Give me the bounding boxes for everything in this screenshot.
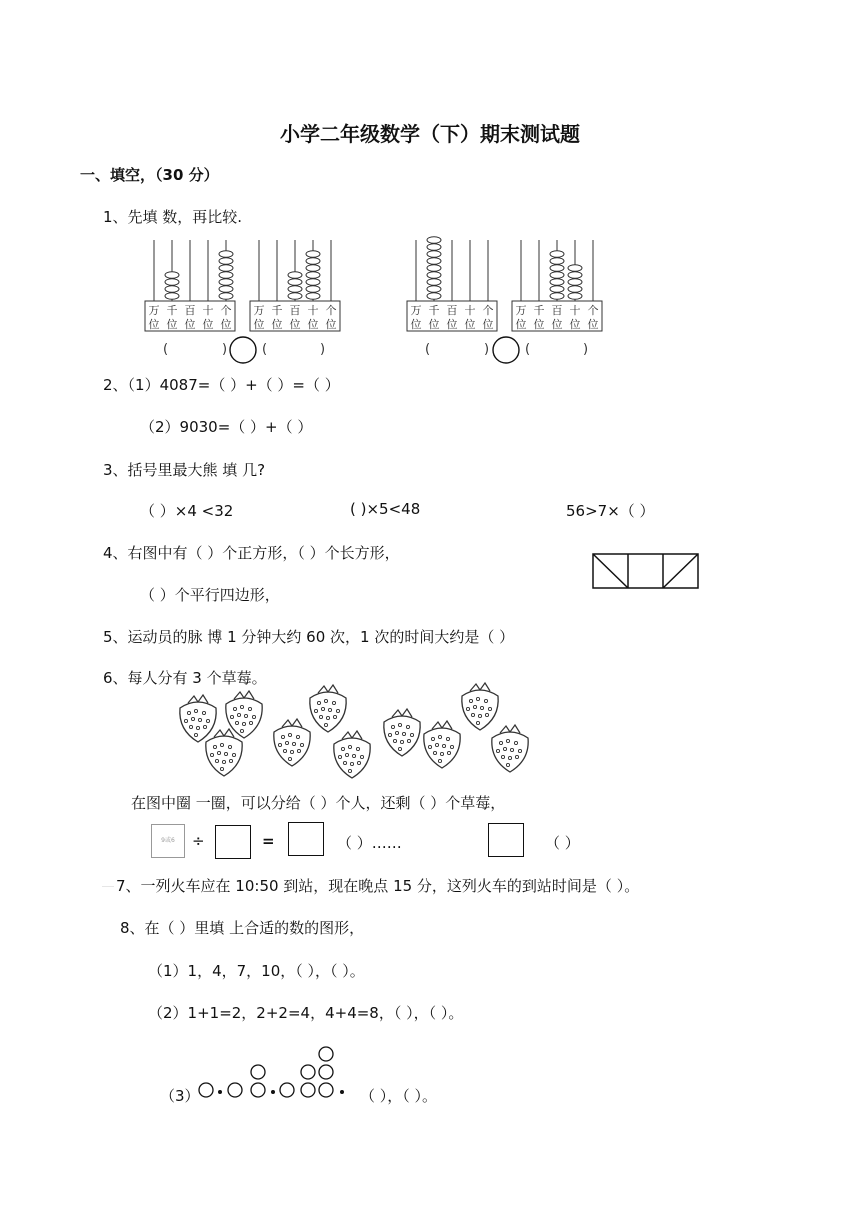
compare-circle xyxy=(493,337,519,363)
abacus-bead xyxy=(568,279,582,286)
question-3-c: 56>7×（ ） xyxy=(566,502,655,520)
abacus-bead xyxy=(219,258,233,265)
abacus-bead xyxy=(427,286,441,293)
abacus-bead xyxy=(219,272,233,279)
equals-sign: = xyxy=(262,832,275,850)
abacus-bead xyxy=(568,272,582,279)
abacus-bead xyxy=(306,258,320,265)
place-label: 百 xyxy=(446,304,458,317)
abacus-bead xyxy=(288,272,302,279)
question-8-line-3-label: （3） xyxy=(160,1087,200,1105)
place-label: 位 xyxy=(148,318,160,331)
question-2-line-1: 2、（1）4087=（ ）+（ ）=（ ） xyxy=(103,376,340,394)
strawberry xyxy=(226,691,262,738)
place-label: 万 xyxy=(515,304,527,317)
paren-mark: ( xyxy=(262,342,268,357)
place-label: 位 xyxy=(271,318,283,331)
abacus-bead xyxy=(427,251,441,258)
place-label: 位 xyxy=(166,318,178,331)
abacus-bead xyxy=(568,265,582,272)
paren-mark: ) xyxy=(484,342,490,357)
abacus-bead xyxy=(427,244,441,251)
paren-mark: ) xyxy=(222,342,228,357)
question-8-line-2: （2）1+1=2，2+2=4，4+4=8，（ ），（ ）。 xyxy=(148,1004,464,1022)
question-4-line-2: （ ）个平行四边形， xyxy=(140,586,280,604)
question-5: 5、运动员的脉 博 1 分钟大约 60 次，1 次的时间大约是（ ） xyxy=(103,628,515,646)
place-label: 位 xyxy=(482,318,494,331)
place-label: 万 xyxy=(410,304,422,317)
abacus-bead xyxy=(219,279,233,286)
abacus-bead xyxy=(165,286,179,293)
question-7-prefix: …… xyxy=(102,882,114,889)
place-label: 万 xyxy=(253,304,265,317)
place-label: 位 xyxy=(202,318,214,331)
abacus-bead xyxy=(568,293,582,300)
question-8: 8、在（ ）里填 上合适的数的图形， xyxy=(120,919,365,937)
question-6: 6、每人分有 3 个草莓。 xyxy=(103,669,267,687)
strawberry xyxy=(180,695,216,742)
answer-box-4 xyxy=(488,823,524,857)
abacus-bead xyxy=(306,286,320,293)
abacus-bead xyxy=(427,237,441,244)
abacus-bead xyxy=(288,286,302,293)
strawberry xyxy=(310,685,346,732)
abacus-bead xyxy=(550,265,564,272)
place-label: 个 xyxy=(482,304,494,317)
paren-mark: ) xyxy=(583,342,589,357)
answer-box-3 xyxy=(288,822,324,856)
abacus-bead xyxy=(550,286,564,293)
abacus-bead xyxy=(288,279,302,286)
place-label: 位 xyxy=(428,318,440,331)
abacus-group xyxy=(0,236,860,366)
rectangle-figure xyxy=(592,553,702,593)
place-label: 位 xyxy=(515,318,527,331)
place-label: 个 xyxy=(325,304,337,317)
abacus-bead xyxy=(219,251,233,258)
place-label: 位 xyxy=(184,318,196,331)
place-label: 个 xyxy=(587,304,599,317)
place-label: 个 xyxy=(220,304,232,317)
abacus-bead xyxy=(550,272,564,279)
place-label: 十 xyxy=(464,304,476,317)
abacus-bead xyxy=(165,279,179,286)
abacus-bead xyxy=(219,286,233,293)
place-label: 位 xyxy=(533,318,545,331)
quotient-paren: （ ）…… xyxy=(337,834,402,852)
question-3-a: （ ）×4 <32 xyxy=(140,502,234,520)
strawberry xyxy=(424,721,460,768)
place-label: 十 xyxy=(307,304,319,317)
strawberry xyxy=(462,683,498,730)
place-label: 位 xyxy=(325,318,337,331)
question-3-b: ( )×5<48 xyxy=(350,500,421,518)
question-8-line-1: （1）1，4，7，10，（ ），（ ）。 xyxy=(148,962,365,980)
abacus-bead xyxy=(219,265,233,272)
paren-mark: ( xyxy=(163,342,169,357)
remainder-paren: （ ） xyxy=(545,834,580,852)
place-label: 位 xyxy=(289,318,301,331)
strawberry xyxy=(274,719,310,766)
place-label: 千 xyxy=(271,304,283,317)
paren-mark: ) xyxy=(320,342,326,357)
abacus-bead xyxy=(219,293,233,300)
place-label: 位 xyxy=(587,318,599,331)
abacus-bead xyxy=(306,265,320,272)
abacus-bead xyxy=(568,286,582,293)
place-label: 位 xyxy=(220,318,232,331)
abacus-bead xyxy=(165,293,179,300)
place-label: 位 xyxy=(253,318,265,331)
circle-pattern xyxy=(196,1040,356,1110)
place-label: 位 xyxy=(410,318,422,331)
abacus-bead xyxy=(306,251,320,258)
question-6-line-2: 在图中圈 一圈，可以分给（ ）个人，还剩（ ）个草莓， xyxy=(131,794,506,812)
divide-sign: ÷ xyxy=(192,832,205,850)
place-label: 十 xyxy=(202,304,214,317)
place-label: 位 xyxy=(307,318,319,331)
strawberry xyxy=(384,709,420,756)
place-label: 位 xyxy=(551,318,563,331)
place-label: 百 xyxy=(289,304,301,317)
abacus-bead xyxy=(306,293,320,300)
question-8-line-3-tail: （ ），（ ）。 xyxy=(360,1087,438,1105)
section-heading: 一、填空，（30 分） xyxy=(80,166,219,184)
question-3: 3、括号里最大熊 填 几? xyxy=(103,461,266,479)
paren-mark: ( xyxy=(425,342,431,357)
abacus-bead xyxy=(165,272,179,279)
abacus-bead xyxy=(550,279,564,286)
strawberries-illustration xyxy=(168,686,548,786)
answer-box-1: 9或6 xyxy=(151,824,185,858)
place-label: 千 xyxy=(533,304,545,317)
place-label: 万 xyxy=(148,304,160,317)
abacus-bead xyxy=(306,272,320,279)
abacus-bead xyxy=(427,272,441,279)
compare-circle xyxy=(230,337,256,363)
place-label: 百 xyxy=(184,304,196,317)
strawberry xyxy=(492,725,528,772)
page-title: 小学二年级数学（下）期末测试题 xyxy=(280,122,580,146)
place-label: 位 xyxy=(464,318,476,331)
paren-mark: ( xyxy=(525,342,531,357)
answer-box-2 xyxy=(215,825,251,859)
question-4-line-1: 4、右图中有（ ）个正方形，（ ）个长方形， xyxy=(103,544,400,562)
place-label: 百 xyxy=(551,304,563,317)
abacus-bead xyxy=(427,265,441,272)
abacus-bead xyxy=(288,293,302,300)
place-label: 位 xyxy=(569,318,581,331)
abacus-bead xyxy=(427,279,441,286)
abacus-bead xyxy=(550,293,564,300)
abacus-bead xyxy=(550,258,564,265)
strawberry xyxy=(334,731,370,778)
place-label: 千 xyxy=(166,304,178,317)
place-label: 十 xyxy=(569,304,581,317)
abacus-bead xyxy=(550,251,564,258)
question-2-line-2: （2）9030=（ ）+（ ） xyxy=(140,418,313,436)
abacus-bead xyxy=(306,279,320,286)
question-7: 7、一列火车应在 10:50 到站，现在晚点 15 分，这列火车的到站时间是（ ）。 xyxy=(116,877,640,895)
place-label: 位 xyxy=(446,318,458,331)
strawberry xyxy=(206,729,242,776)
abacus-bead xyxy=(427,293,441,300)
abacus-bead xyxy=(427,258,441,265)
place-label: 千 xyxy=(428,304,440,317)
question-1: 1、先填 数，再比较. xyxy=(103,208,243,226)
